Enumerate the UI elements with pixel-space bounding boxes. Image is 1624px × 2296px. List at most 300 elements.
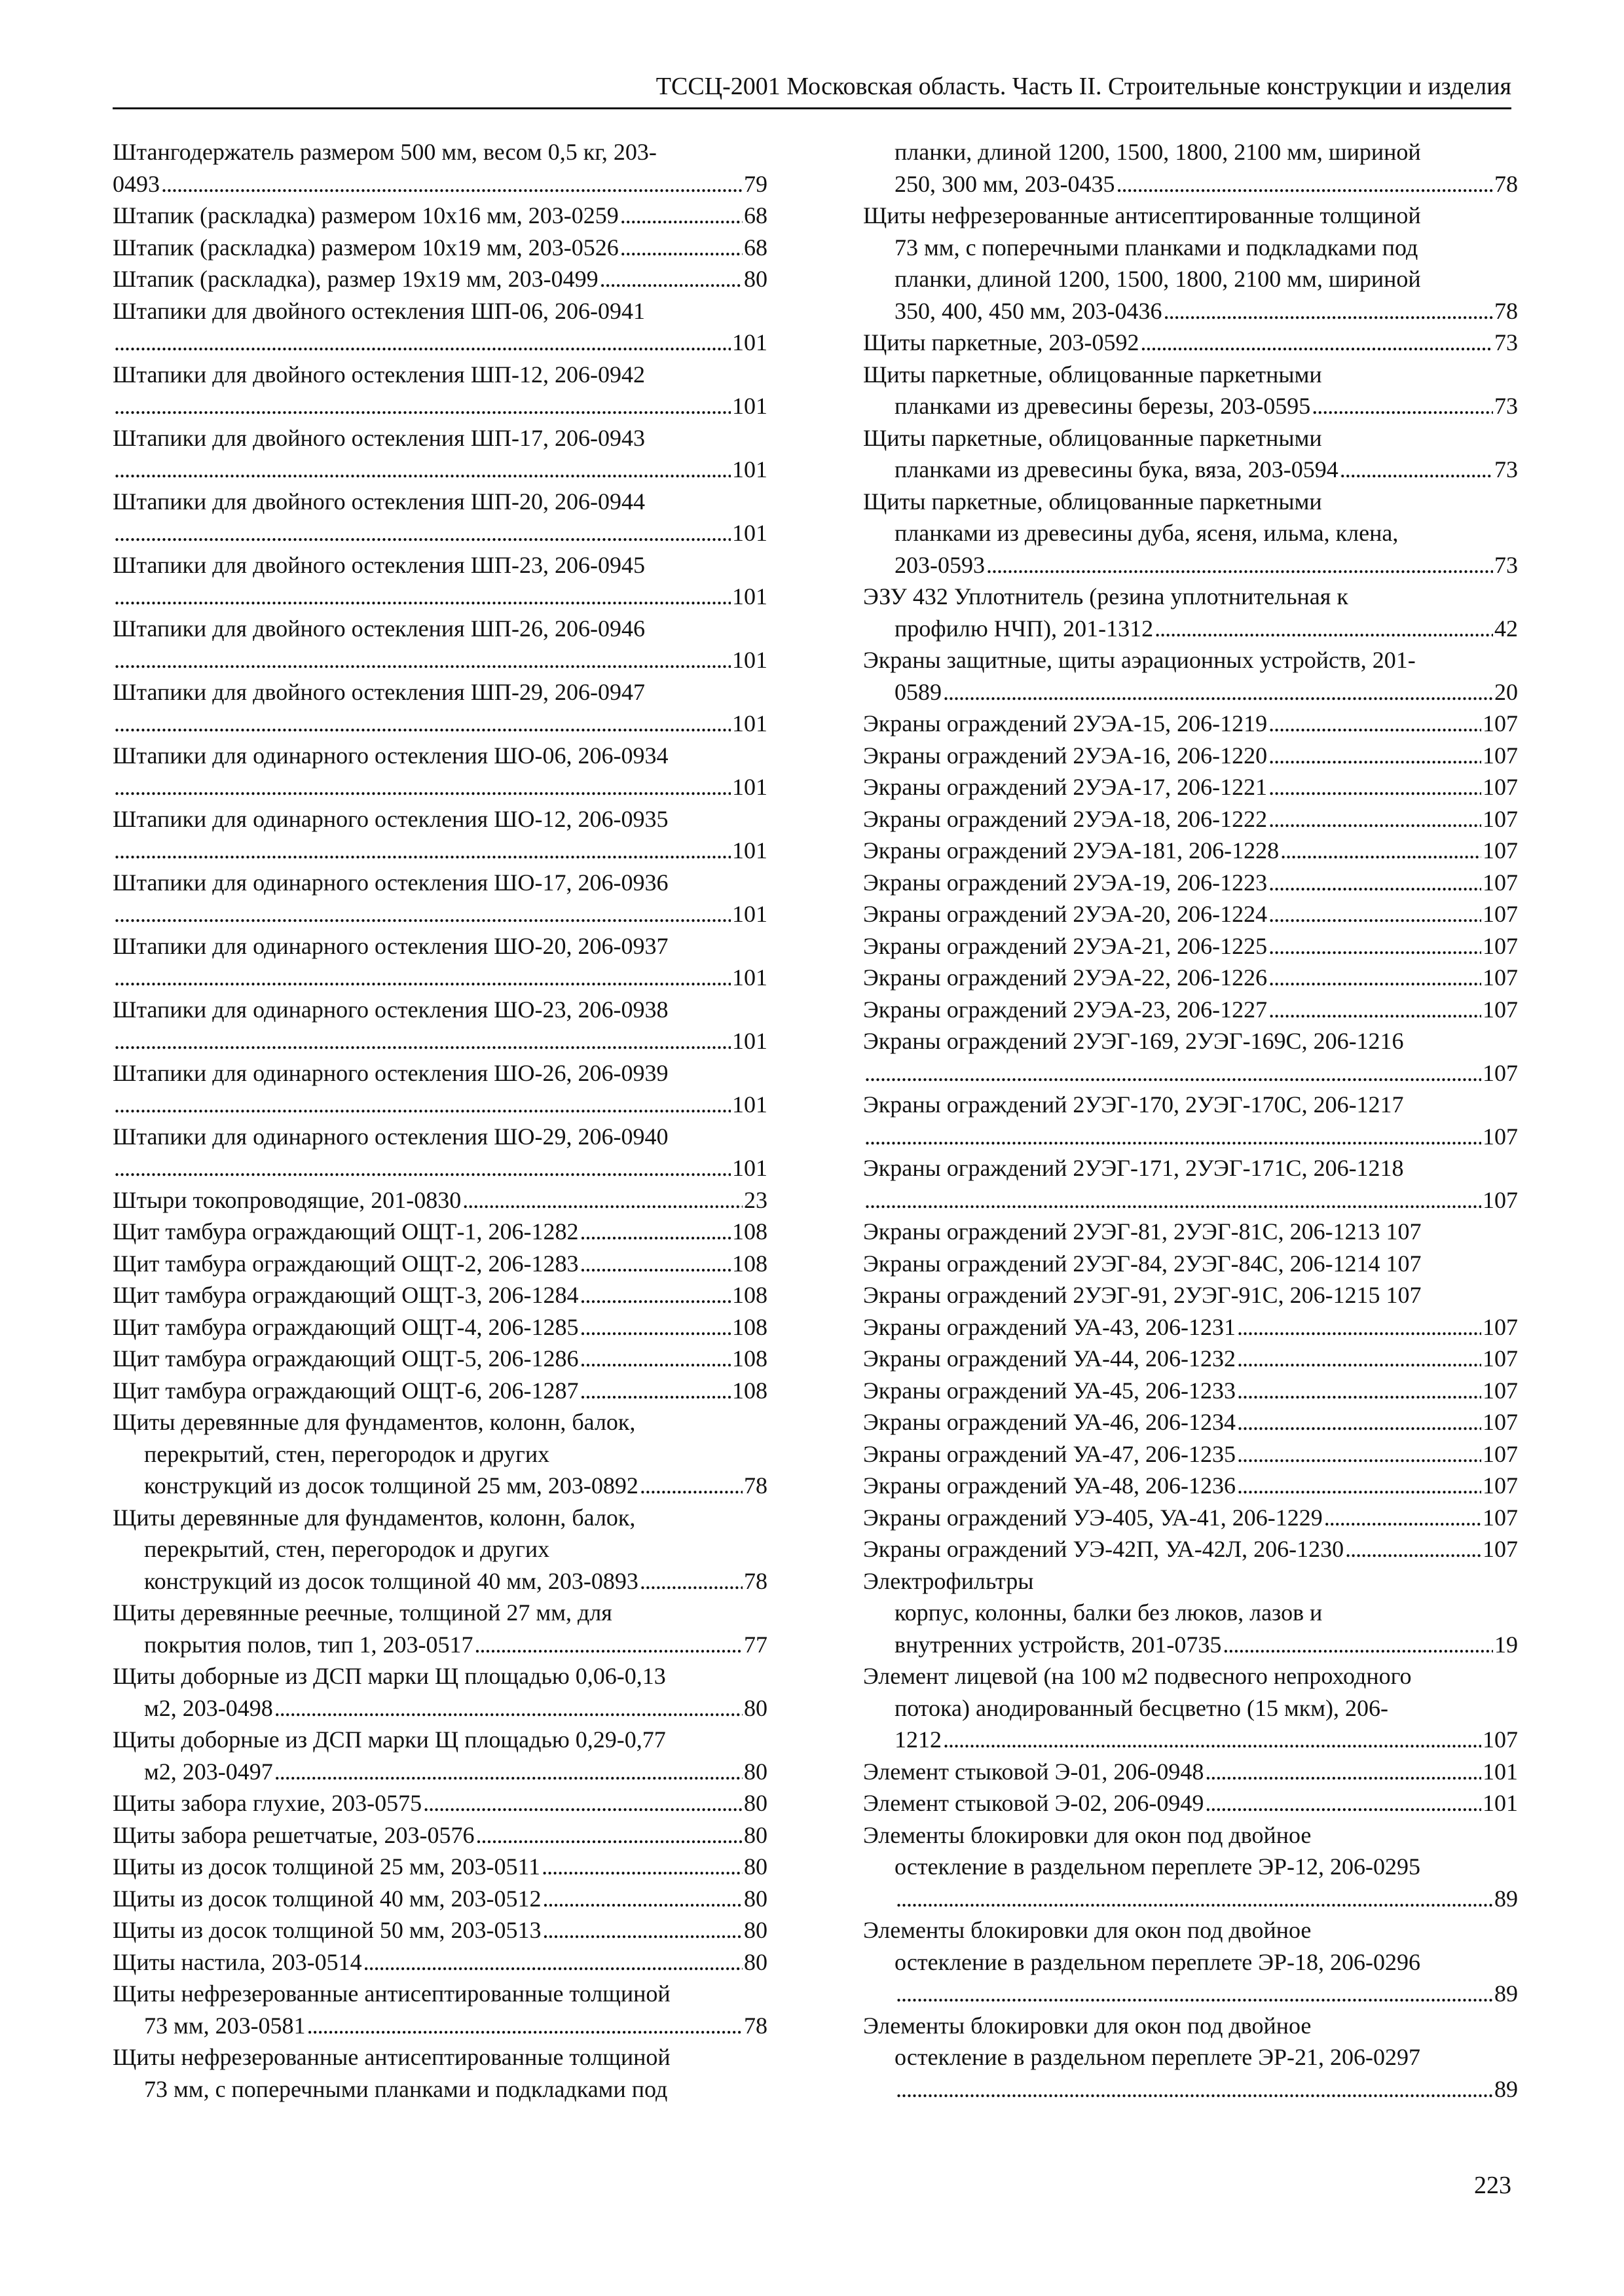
dot-leader bbox=[363, 1946, 743, 1978]
entry-line bbox=[863, 486, 1518, 518]
dot-leader bbox=[896, 2073, 1493, 2105]
entry-line bbox=[113, 1216, 767, 1248]
entry-text: покрытия полов, тип 1, 203-0517 bbox=[144, 1631, 473, 1658]
entry-line bbox=[863, 1057, 1518, 1089]
dot-leader bbox=[1268, 708, 1481, 740]
entry-text: 73 мм, 203-0581 bbox=[144, 2012, 306, 2039]
entry-line bbox=[113, 644, 767, 676]
entry-line bbox=[863, 708, 1518, 740]
entry-page-number: 107 bbox=[1483, 1345, 1518, 1372]
index-entry bbox=[863, 1025, 1518, 1089]
entry-text: 350, 400, 450 мм, 203-0436 bbox=[895, 297, 1162, 324]
dot-leader bbox=[1268, 803, 1481, 835]
entry-page-number: 101 bbox=[732, 710, 767, 737]
dot-leader bbox=[600, 263, 743, 295]
dot-leader bbox=[1116, 168, 1493, 200]
index-entry bbox=[113, 994, 767, 1057]
index-entry bbox=[113, 1660, 767, 1724]
index-entry bbox=[113, 1121, 767, 1184]
index-entry bbox=[113, 1946, 767, 1978]
entry-line bbox=[863, 2010, 1518, 2042]
entry-text: Щиты нефрезерованные антисептированные толщиной bbox=[113, 2044, 671, 2070]
entry-line bbox=[863, 1089, 1518, 1121]
entry-page-number: 107 bbox=[1483, 1123, 1518, 1150]
entry-line bbox=[113, 1184, 767, 1216]
entry-line bbox=[113, 708, 767, 740]
entry-text: Штыри токопроводящие, 201-0830 bbox=[113, 1186, 462, 1213]
entry-text: Щиты нефрезерованные антисептированные толщиной bbox=[863, 202, 1421, 228]
entry-page-number: 68 bbox=[744, 202, 767, 228]
entry-line bbox=[863, 1470, 1518, 1502]
entry-page-number: 107 bbox=[1483, 996, 1518, 1023]
entry-line bbox=[113, 994, 767, 1026]
entry-line bbox=[863, 1787, 1518, 1819]
dot-leader bbox=[1268, 962, 1481, 994]
entry-text: остекление в раздельном переплете ЭР-21, 206-0297 bbox=[895, 2044, 1421, 2070]
dot-leader bbox=[1268, 898, 1481, 930]
dot-leader bbox=[542, 1851, 743, 1883]
dot-leader bbox=[114, 708, 731, 740]
entry-text: внутренних устройств, 201-0735 bbox=[895, 1631, 1222, 1658]
entry-text: Щит тамбура ограждающий ОЩТ-5, 206-1286 bbox=[113, 1345, 579, 1372]
entry-text: Щиты настила, 203-0514 bbox=[113, 1948, 362, 1975]
entry-line bbox=[113, 1279, 767, 1311]
entry-page-number: 101 bbox=[732, 647, 767, 673]
dot-leader bbox=[1237, 1311, 1481, 1343]
dot-leader bbox=[1268, 930, 1481, 962]
index-entry bbox=[113, 232, 767, 264]
dot-leader bbox=[943, 1724, 1481, 1756]
entry-page-number: 101 bbox=[732, 1028, 767, 1054]
entry-text: конструкций из досок толщиной 25 мм, 203-0892 bbox=[144, 1472, 638, 1499]
entry-text: Штапики для двойного остекления ШП-26, 206-0946 bbox=[113, 615, 645, 642]
entry-page-number: 108 bbox=[732, 1313, 767, 1340]
entry-page-number: 19 bbox=[1494, 1631, 1518, 1658]
entry-text: Штапики для одинарного остекления ШО-17, 206-0936 bbox=[113, 869, 669, 896]
entry-line bbox=[863, 1216, 1518, 1248]
dot-leader bbox=[161, 168, 743, 200]
index-entry bbox=[863, 962, 1518, 994]
entry-text: Щиты доборные из ДСП марки Щ площадью 0,06-0,13 bbox=[113, 1663, 666, 1689]
dot-leader bbox=[943, 676, 1493, 708]
dot-leader bbox=[1237, 1343, 1481, 1375]
dot-leader bbox=[580, 1375, 731, 1407]
entry-text: Щиты деревянные для фундаментов, колонн, балок, bbox=[113, 1504, 636, 1531]
entry-text: 73 мм, с поперечными планками и подкладками под bbox=[895, 234, 1418, 261]
index-entry bbox=[113, 1279, 767, 1311]
dot-leader bbox=[1237, 1438, 1481, 1470]
entry-text: Штапик (раскладка) размером 10х16 мм, 203-0259 bbox=[113, 202, 619, 228]
index-entry bbox=[113, 1502, 767, 1597]
entry-page-number: 101 bbox=[732, 456, 767, 483]
entry-line bbox=[863, 1978, 1518, 2010]
page-number: 223 bbox=[1474, 2172, 1511, 2199]
entry-page-number: 80 bbox=[744, 1948, 767, 1975]
entry-page-number: 20 bbox=[1494, 678, 1518, 705]
index-entry bbox=[863, 327, 1518, 359]
entry-line bbox=[113, 581, 767, 613]
entry-text: Элементы блокировки для окон под двойное bbox=[863, 1917, 1312, 1943]
entry-page-number: 107 bbox=[1483, 837, 1518, 864]
entry-line bbox=[863, 898, 1518, 930]
entry-text: Щит тамбура ограждающий ОЩТ-1, 206-1282 bbox=[113, 1218, 579, 1245]
entry-line bbox=[113, 1787, 767, 1819]
index-entry bbox=[863, 136, 1518, 200]
dot-leader bbox=[462, 1184, 743, 1216]
entry-page-number: 101 bbox=[732, 520, 767, 546]
dot-leader bbox=[1140, 327, 1493, 359]
entry-page-number: 107 bbox=[1483, 710, 1518, 737]
dot-leader bbox=[896, 1978, 1493, 2010]
entry-line bbox=[113, 1756, 767, 1788]
entry-page-number: 73 bbox=[1494, 456, 1518, 483]
index-entry bbox=[113, 1978, 767, 2041]
entry-text: Экраны ограждений 2УЭГ-84, 2УЭГ-84С, 206-1214 107 bbox=[863, 1250, 1422, 1277]
dot-leader bbox=[640, 1565, 743, 1597]
index-entry bbox=[863, 930, 1518, 962]
dot-leader bbox=[274, 1692, 743, 1724]
entry-text: остекление в раздельном переплете ЭР-18, 206-0296 bbox=[895, 1948, 1421, 1975]
entry-text: Экраны ограждений 2УЭГ-91, 2УЭГ-91С, 206-1215 107 bbox=[863, 1282, 1422, 1308]
entry-text: Элемент стыковой Э-02, 206-0949 bbox=[863, 1790, 1204, 1816]
entry-line bbox=[863, 1692, 1518, 1724]
entry-text: Штангодержатель размером 500 мм, весом 0,5 кг, 203- bbox=[113, 139, 657, 165]
entry-text: Экраны ограждений 2УЭГ-169, 2УЭГ-169С, 206-1216 bbox=[863, 1028, 1404, 1054]
dot-leader bbox=[114, 390, 731, 422]
index-entry bbox=[863, 486, 1518, 581]
entry-line bbox=[863, 613, 1518, 645]
dot-leader bbox=[114, 1089, 731, 1121]
index-entry bbox=[863, 1152, 1518, 1216]
index-entry bbox=[863, 994, 1518, 1026]
entry-text: Щиты деревянные реечные, толщиной 27 мм, для bbox=[113, 1599, 612, 1626]
entry-page-number: 101 bbox=[732, 901, 767, 927]
index-entry bbox=[863, 1406, 1518, 1438]
dot-leader bbox=[114, 517, 731, 549]
dot-leader bbox=[1280, 835, 1481, 867]
dot-leader bbox=[1237, 1375, 1481, 1407]
entry-line bbox=[113, 263, 767, 295]
entry-page-number: 89 bbox=[1494, 1885, 1518, 1912]
entry-text: планки, длиной 1200, 1500, 1800, 2100 мм, шириной bbox=[895, 139, 1421, 165]
entry-line bbox=[863, 835, 1518, 867]
entry-text: планками из древесины березы, 203-0595 bbox=[895, 393, 1311, 419]
entry-line bbox=[863, 1438, 1518, 1470]
index-entry bbox=[863, 835, 1518, 867]
entry-line bbox=[113, 1121, 767, 1153]
entry-page-number: 107 bbox=[1483, 1313, 1518, 1340]
dot-leader bbox=[114, 835, 731, 867]
entry-line bbox=[113, 422, 767, 454]
entry-text: Штапик (раскладка) размером 10х19 мм, 203-0526 bbox=[113, 234, 619, 261]
entry-line bbox=[113, 200, 767, 232]
entry-text: Штапики для двойного остекления ШП-06, 206-0941 bbox=[113, 297, 645, 324]
index-entry bbox=[863, 1279, 1518, 1311]
index-entry bbox=[863, 200, 1518, 327]
entry-line bbox=[113, 962, 767, 994]
entry-line bbox=[863, 1406, 1518, 1438]
index-entry bbox=[113, 1375, 767, 1407]
index-entry bbox=[863, 1311, 1518, 1343]
entry-page-number: 107 bbox=[1483, 1726, 1518, 1753]
index-entry bbox=[113, 740, 767, 803]
dot-leader bbox=[640, 1470, 743, 1502]
entry-page-number: 79 bbox=[744, 170, 767, 197]
entry-line bbox=[863, 644, 1518, 676]
entry-text: Щиты из досок толщиной 25 мм, 203-0511 bbox=[113, 1853, 541, 1880]
entry-text: Щиты паркетные, 203-0592 bbox=[863, 329, 1139, 355]
dot-leader bbox=[1312, 390, 1493, 422]
entry-line bbox=[113, 1660, 767, 1692]
entry-page-number: 101 bbox=[732, 1155, 767, 1181]
entry-line bbox=[113, 1724, 767, 1756]
entry-line bbox=[863, 994, 1518, 1026]
entry-page-number: 107 bbox=[1483, 1536, 1518, 1562]
entry-text: Штапики для одинарного остекления ШО-26, 206-0939 bbox=[113, 1059, 669, 1086]
index-entry bbox=[863, 1914, 1518, 2010]
entry-line bbox=[863, 1724, 1518, 1756]
dot-leader bbox=[114, 898, 731, 930]
dot-leader bbox=[1223, 1629, 1493, 1661]
entry-line bbox=[863, 803, 1518, 835]
entry-text: Щиты забора глухие, 203-0575 bbox=[113, 1790, 422, 1816]
index-entry bbox=[113, 1311, 767, 1343]
entry-line bbox=[113, 1025, 767, 1057]
entry-text: Экраны ограждений УЭ-405, УА-41, 206-1229 bbox=[863, 1504, 1323, 1531]
entry-line bbox=[113, 1248, 767, 1280]
dot-leader bbox=[114, 962, 731, 994]
entry-page-number: 107 bbox=[1483, 1059, 1518, 1086]
entry-text: Экраны ограждений 2УЭА-21, 206-1225 bbox=[863, 932, 1268, 959]
entry-text: перекрытий, стен, перегородок и других bbox=[144, 1440, 550, 1467]
entry-page-number: 78 bbox=[1494, 297, 1518, 324]
dot-leader bbox=[864, 1057, 1481, 1089]
entry-line bbox=[113, 359, 767, 391]
index-entry bbox=[113, 1724, 767, 1787]
entry-line bbox=[863, 2073, 1518, 2105]
entry-line bbox=[863, 1597, 1518, 1629]
entry-text: Щиты деревянные для фундаментов, колонн, балок, bbox=[113, 1409, 636, 1435]
index-entry bbox=[863, 1470, 1518, 1502]
index-entry bbox=[863, 740, 1518, 772]
entry-page-number: 80 bbox=[744, 1853, 767, 1880]
entry-page-number: 108 bbox=[732, 1282, 767, 1308]
entry-line bbox=[113, 454, 767, 486]
entry-text: 0589 bbox=[895, 678, 942, 705]
dot-leader bbox=[1268, 994, 1481, 1026]
entry-page-number: 107 bbox=[1483, 932, 1518, 959]
entry-line bbox=[113, 930, 767, 962]
entry-line bbox=[863, 1184, 1518, 1216]
entry-text: Экраны ограждений 2УЭА-17, 206-1221 bbox=[863, 774, 1268, 800]
entry-page-number: 73 bbox=[1494, 329, 1518, 355]
entry-text: Экраны ограждений 2УЭГ-171, 2УЭГ-171С, 206-1218 bbox=[863, 1155, 1404, 1181]
entry-line bbox=[113, 2010, 767, 2042]
entry-page-number: 108 bbox=[732, 1345, 767, 1372]
entry-line bbox=[113, 1851, 767, 1883]
entry-text: Штапики для одинарного остекления ШО-06, 206-0934 bbox=[113, 742, 669, 769]
entry-text: Штапики для одинарного остекления ШО-20, 206-0937 bbox=[113, 932, 669, 959]
entry-line bbox=[863, 930, 1518, 962]
dot-leader bbox=[1205, 1787, 1481, 1819]
entry-text: Экраны ограждений 2УЭА-15, 206-1219 bbox=[863, 710, 1268, 737]
entry-line bbox=[863, 867, 1518, 899]
entry-line bbox=[863, 168, 1518, 200]
entry-line bbox=[863, 1533, 1518, 1565]
dot-leader bbox=[580, 1311, 731, 1343]
index-entry bbox=[113, 1883, 767, 1915]
entry-line bbox=[113, 549, 767, 581]
entry-text: конструкций из досок толщиной 40 мм, 203-0893 bbox=[144, 1567, 638, 1594]
index-entry bbox=[113, 1597, 767, 1660]
entry-line bbox=[863, 1121, 1518, 1153]
entry-line bbox=[863, 295, 1518, 327]
entry-page-number: 77 bbox=[744, 1631, 767, 1658]
entry-page-number: 107 bbox=[1483, 1186, 1518, 1213]
entry-line bbox=[863, 390, 1518, 422]
index-entry bbox=[113, 295, 767, 359]
entry-page-number: 89 bbox=[1494, 1980, 1518, 2007]
entry-text: Экраны ограждений 2УЭГ-81, 2УЭГ-81С, 206-1213 107 bbox=[863, 1218, 1422, 1245]
entry-page-number: 89 bbox=[1494, 2075, 1518, 2102]
entry-text: Щит тамбура ограждающий ОЩТ-6, 206-1287 bbox=[113, 1377, 579, 1404]
index-entry bbox=[863, 2010, 1518, 2105]
entry-text: Щиты забора решетчатые, 203-0576 bbox=[113, 1821, 475, 1848]
index-entry bbox=[863, 1248, 1518, 1280]
entry-page-number: 108 bbox=[732, 1377, 767, 1404]
index-entry bbox=[113, 867, 767, 930]
entry-text: 73 мм, с поперечными планками и подкладками под bbox=[144, 2075, 668, 2102]
entry-line bbox=[113, 1946, 767, 1978]
entry-text: Элемент лицевой (на 100 м2 подвесного непроходного bbox=[863, 1663, 1412, 1689]
entry-page-number: 108 bbox=[732, 1250, 767, 1277]
index-entry bbox=[113, 930, 767, 994]
dot-leader bbox=[114, 454, 731, 486]
entry-text: Экраны ограждений 2УЭА-23, 206-1227 bbox=[863, 996, 1268, 1023]
entry-text: Штапик (раскладка), размер 19х19 мм, 203-0499 bbox=[113, 266, 599, 292]
entry-line bbox=[113, 136, 767, 168]
entry-line bbox=[113, 1152, 767, 1184]
index-entry bbox=[863, 1502, 1518, 1534]
index-entry bbox=[113, 1914, 767, 1946]
entry-page-number: 78 bbox=[744, 1567, 767, 1594]
entry-page-number: 107 bbox=[1483, 869, 1518, 896]
entry-text: Экраны ограждений УА-44, 206-1232 bbox=[863, 1345, 1236, 1372]
entry-page-number: 80 bbox=[744, 1821, 767, 1848]
dot-leader bbox=[864, 1121, 1481, 1153]
entry-page-number: 101 bbox=[732, 329, 767, 355]
entry-line bbox=[863, 1660, 1518, 1692]
entry-text: Экраны ограждений 2УЭГ-170, 2УЭГ-170С, 206-1217 bbox=[863, 1091, 1404, 1118]
entry-line bbox=[113, 1311, 767, 1343]
entry-page-number: 80 bbox=[744, 266, 767, 292]
entry-line bbox=[113, 2073, 767, 2105]
index-entry bbox=[113, 136, 767, 200]
entry-line bbox=[113, 1470, 767, 1502]
index-entry bbox=[113, 1248, 767, 1280]
entry-text: Элементы блокировки для окон под двойное bbox=[863, 1821, 1312, 1848]
entry-line bbox=[113, 676, 767, 708]
entry-text: Штапики для двойного остекления ШП-12, 206-0942 bbox=[113, 361, 645, 388]
entry-text: Элементы блокировки для окон под двойное bbox=[863, 2012, 1312, 2039]
entry-page-number: 78 bbox=[1494, 170, 1518, 197]
entry-page-number: 107 bbox=[1483, 901, 1518, 927]
entry-line bbox=[863, 263, 1518, 295]
dot-leader bbox=[1237, 1470, 1481, 1502]
entry-line bbox=[113, 1089, 767, 1121]
entry-line bbox=[113, 517, 767, 549]
entry-text: Щит тамбура ограждающий ОЩТ-3, 206-1284 bbox=[113, 1282, 579, 1308]
entry-text: Щиты доборные из ДСП марки Щ площадью 0,29-0,77 bbox=[113, 1726, 666, 1753]
entry-text: планками из древесины бука, вяза, 203-0594 bbox=[895, 456, 1338, 483]
entry-text: 0493 bbox=[113, 170, 160, 197]
entry-line bbox=[863, 1279, 1518, 1311]
entry-line bbox=[113, 1629, 767, 1661]
index-entry bbox=[113, 422, 767, 486]
dot-leader bbox=[1268, 867, 1481, 899]
entry-page-number: 78 bbox=[744, 1472, 767, 1499]
index-entry bbox=[113, 803, 767, 867]
index-entry bbox=[113, 1057, 767, 1121]
entry-line bbox=[863, 1819, 1518, 1851]
entry-page-number: 101 bbox=[732, 393, 767, 419]
dot-leader bbox=[580, 1279, 731, 1311]
entry-page-number: 107 bbox=[1483, 774, 1518, 800]
dot-leader bbox=[307, 2010, 743, 2042]
entry-line bbox=[863, 1851, 1518, 1883]
index-entry bbox=[113, 1787, 767, 1819]
entry-text: Щиты паркетные, облицованные паркетными bbox=[863, 361, 1322, 388]
entry-line bbox=[113, 1597, 767, 1629]
index-entry bbox=[113, 263, 767, 295]
entry-line bbox=[863, 327, 1518, 359]
index-entry bbox=[113, 359, 767, 422]
entry-text: Экраны ограждений УА-47, 206-1235 bbox=[863, 1440, 1236, 1467]
index-entry bbox=[113, 1216, 767, 1248]
index-entry bbox=[113, 2041, 767, 2105]
entry-line bbox=[863, 1502, 1518, 1534]
entry-text: Штапики для двойного остекления ШП-29, 206-0947 bbox=[113, 678, 645, 705]
entry-text: профилю НЧП), 201-1312 bbox=[895, 615, 1154, 642]
entry-page-number: 80 bbox=[744, 1758, 767, 1785]
dot-leader bbox=[1268, 771, 1481, 803]
entry-line bbox=[863, 454, 1518, 486]
index-entry bbox=[113, 1406, 767, 1502]
index-entry bbox=[863, 1660, 1518, 1756]
entry-line bbox=[113, 1533, 767, 1565]
entry-text: Щиты паркетные, облицованные паркетными bbox=[863, 488, 1322, 515]
dot-leader bbox=[114, 644, 731, 676]
entry-text: Щиты из досок толщиной 50 мм, 203-0513 bbox=[113, 1917, 542, 1943]
entry-page-number: 107 bbox=[1483, 742, 1518, 769]
entry-line bbox=[113, 835, 767, 867]
entry-page-number: 42 bbox=[1494, 615, 1518, 642]
dot-leader bbox=[114, 327, 731, 359]
entry-text: Щит тамбура ограждающий ОЩТ-4, 206-1285 bbox=[113, 1313, 579, 1340]
dot-leader bbox=[1164, 295, 1493, 327]
index-entry bbox=[113, 1343, 767, 1375]
entry-text: Щиты из досок толщиной 40 мм, 203-0512 bbox=[113, 1885, 542, 1912]
entry-text: Экраны ограждений УА-46, 206-1234 bbox=[863, 1409, 1236, 1435]
entry-text: Экраны ограждений УЭ-42П, УА-42Л, 206-1230 bbox=[863, 1536, 1344, 1562]
entry-page-number: 107 bbox=[1483, 1377, 1518, 1404]
dot-leader bbox=[1205, 1756, 1481, 1788]
entry-text: Щиты нефрезерованные антисептированные толщиной bbox=[113, 1980, 671, 2007]
entry-line bbox=[113, 1914, 767, 1946]
entry-line bbox=[113, 232, 767, 264]
entry-line bbox=[863, 1883, 1518, 1915]
entry-text: корпус, колонны, балки без люков, лазов и bbox=[895, 1599, 1323, 1626]
